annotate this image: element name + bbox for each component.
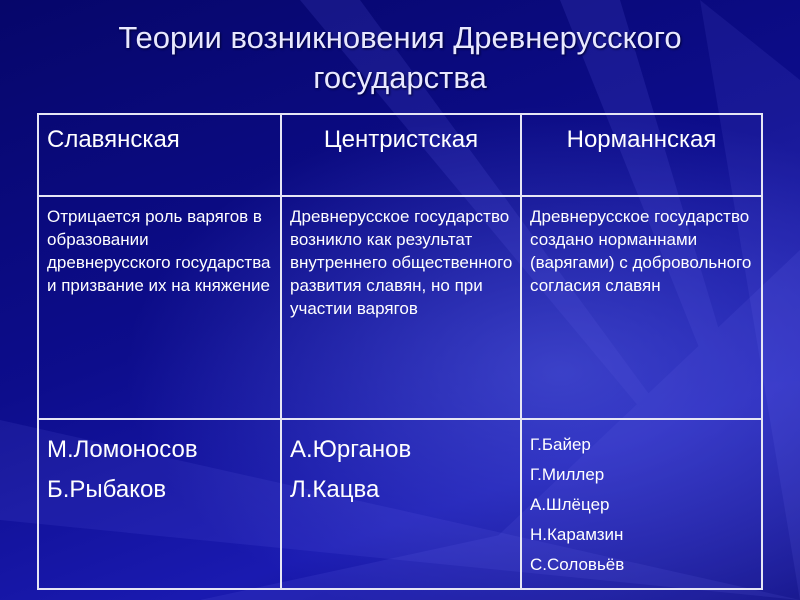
description-slavic: Отрицается роль варягов в образовании древнерусского государства и призвание их на княжение: [47, 207, 271, 295]
description-norman: Древнерусское государство создано норманнами (варягами) с добровольного согласия славян: [530, 207, 752, 295]
author-name: С.Соловьёв: [530, 555, 625, 574]
header-centrist: Центристская: [323, 126, 479, 153]
author-name: А.Юрганов: [290, 436, 412, 463]
author-name: Г.Миллер: [530, 465, 605, 484]
table-header-cell: [281, 114, 521, 196]
table-row-authors: [38, 419, 762, 589]
authors-norman: [522, 420, 761, 580]
description-centrist: Древнерусское государство возникло как результат внутреннего общественного развития славян, но при участии варягов: [290, 207, 513, 318]
authors-centrist: [282, 420, 520, 510]
theories-table: [37, 113, 763, 590]
table-header-row: [38, 114, 762, 196]
table-header-cell: [38, 114, 281, 196]
table-header-cell: [521, 114, 762, 196]
header-slavic: Славянская: [47, 126, 180, 153]
table-row-description: [38, 196, 762, 419]
slide-title-line-2: государства: [313, 60, 487, 95]
table-cell: [521, 196, 762, 419]
authors-slavic: [39, 420, 280, 510]
author-name: Л.Кацва: [290, 476, 380, 503]
author-name: Н.Карамзин: [530, 525, 624, 544]
table-cell: [521, 419, 762, 589]
author-name: А.Шлёцер: [530, 495, 610, 514]
author-name: Г.Байер: [530, 435, 591, 454]
table-cell: [281, 196, 521, 419]
table-cell: [38, 196, 281, 419]
author-name: Б.Рыбаков: [47, 476, 167, 503]
header-norman: Норманнская: [566, 126, 717, 153]
slide-title: [0, 18, 800, 98]
author-name: М.Ломоносов: [47, 436, 198, 463]
table-cell: [38, 419, 281, 589]
slide-title-line-1: Теории возникновения Древнерусского: [118, 20, 682, 55]
table-cell: [281, 419, 521, 589]
